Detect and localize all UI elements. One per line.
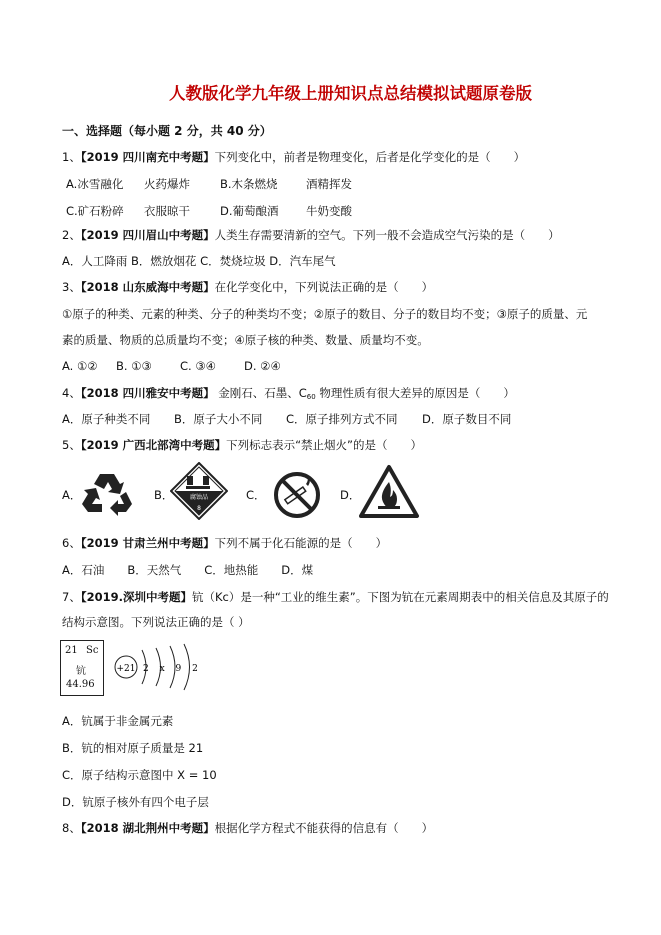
option: D．原子数目不同 [422, 412, 512, 426]
question-3-options [62, 359, 281, 373]
question-8 [62, 820, 433, 836]
question-7-choice-b: B．钪的相对原子质量是 21 [62, 741, 204, 755]
question-number: 1、 [62, 150, 81, 164]
nucleus-charge: +21 [116, 664, 136, 674]
sign-class-number: 8 [197, 505, 201, 512]
option: D. ②④ [244, 359, 281, 373]
option-b-label: B． [154, 488, 174, 502]
question-1-options-row1 [66, 176, 352, 192]
question-7 [62, 589, 609, 605]
question-3-line3: 素的质量、物质的总质量均不变；④原子核的种类、数量、质量均不变。 [62, 333, 429, 347]
element-name: 钪 [76, 666, 86, 677]
option: C. ③④ [180, 359, 216, 373]
question-stem: 下列不属于化石能源的是（ ） [214, 536, 388, 550]
option: B.木条燃烧 [220, 177, 278, 191]
question-number: 3、 [62, 280, 81, 294]
question-2-options: A．人工降雨 B．燃放烟花 C．焚烧垃圾 D．汽车尾气 [62, 254, 336, 268]
question-number: 2、 [62, 228, 81, 242]
element-symbol: Sc [86, 645, 99, 656]
question-1 [62, 149, 525, 165]
atomic-number: 21 [65, 645, 78, 656]
question-7-choice-c: C．原子结构示意图中 X = 10 [62, 768, 217, 782]
question-source: 【2019 四川眉山中考题】 [80, 228, 215, 242]
atomic-mass: 44.96 [66, 679, 95, 690]
option: A．原子种类不同 [62, 412, 151, 426]
option: 火药爆炸 [144, 177, 190, 191]
option: 牛奶变酸 [306, 204, 352, 218]
question-stem: 金刚石、石墨、C [214, 386, 307, 400]
question-source: 【2019.深圳中考题】 [80, 590, 192, 604]
question-number: 6、 [62, 536, 81, 550]
page-title: 人教版化学九年级上册知识点总结模拟试题原卷版 [169, 84, 532, 103]
option: C．原子排列方式不同 [286, 412, 398, 426]
option: A.冰雪融化 [66, 177, 124, 191]
question-3 [62, 279, 433, 295]
option-d-label: D． [340, 488, 361, 502]
question-6 [62, 535, 387, 551]
option: A. ①② [62, 359, 98, 373]
option-a-label: A． [62, 488, 82, 502]
question-source: 【2018 湖北荆州中考题】 [80, 821, 215, 835]
question-source: 【2019 四川南充中考题】 [80, 150, 215, 164]
subscript: 60 [306, 393, 316, 401]
question-stem: 下列变化中，前者是物理变化，后者是化学变化的是（ ） [214, 150, 526, 164]
question-7-choice-d: D．钪原子核外有四个电子层 [62, 795, 209, 809]
recycle-icon [80, 470, 136, 516]
question-number: 4、 [62, 386, 81, 400]
question-6-options: A．石油 B．天然气 C．地热能 D．煤 [62, 563, 314, 577]
option: 酒精挥发 [306, 177, 352, 191]
question-1-options-row2 [66, 203, 352, 219]
question-2 [62, 227, 560, 243]
flammable-warning-icon [358, 464, 420, 520]
corrosive-hazard-icon [170, 462, 228, 520]
question-source: 【2019 广西北部湾中考题】 [80, 438, 227, 452]
question-number: 7、 [62, 590, 81, 604]
question-number: 5、 [62, 438, 81, 452]
question-source: 【2019 甘肃兰州中考题】 [80, 536, 215, 550]
question-stem: 物理性质有很大差异的原因是（ ） [315, 386, 515, 400]
sign-label: 腐蚀品 [189, 494, 209, 501]
section-heading: 一、选择题（每小题 2 分，共 40 分） [62, 124, 272, 138]
question-3-line2: ①原子的种类、元素的种类、分子的种类均不变；②原子的数目、分子的数目均不变；③原子的质量、元 [62, 307, 588, 321]
question-source: 【2018 山东威海中考题】 [80, 280, 215, 294]
atom-structure-diagram [112, 640, 212, 694]
option: B．原子大小不同 [174, 412, 263, 426]
option: D.葡萄酿酒 [220, 204, 279, 218]
question-7-line2: 结构示意图。下列说法正确的是（ ） [62, 615, 250, 629]
electron-shells: 2 x 9 2 [143, 664, 202, 674]
question-4-options [62, 411, 511, 427]
option: C.矿石粉碎 [66, 204, 124, 218]
option-c-label: C． [246, 488, 266, 502]
question-stem: 人类生存需要清新的空气。下列一般不会造成空气污染的是（ ） [214, 228, 560, 242]
no-fire-icon [272, 470, 322, 520]
option: 衣服晾干 [144, 204, 190, 218]
option: B. ①③ [116, 359, 152, 373]
question-5 [62, 437, 422, 453]
question-number: 8、 [62, 821, 81, 835]
question-stem: 根据化学方程式不能获得的信息有（ ） [214, 821, 434, 835]
question-source: 【2018 四川雅安中考题】 [80, 386, 215, 400]
question-stem: 下列标志表示“禁止烟火”的是（ ） [226, 438, 423, 452]
question-stem: 在化学变化中，下列说法正确的是（ ） [214, 280, 434, 294]
question-stem: 钪（Kc）是一种“工业的维生素”。下图为钪在元素周期表中的相关信息及其原子的 [191, 590, 609, 604]
question-4 [62, 385, 515, 401]
periodic-table-cell [60, 640, 104, 696]
question-7-choice-a: A．钪属于非金属元素 [62, 714, 174, 728]
